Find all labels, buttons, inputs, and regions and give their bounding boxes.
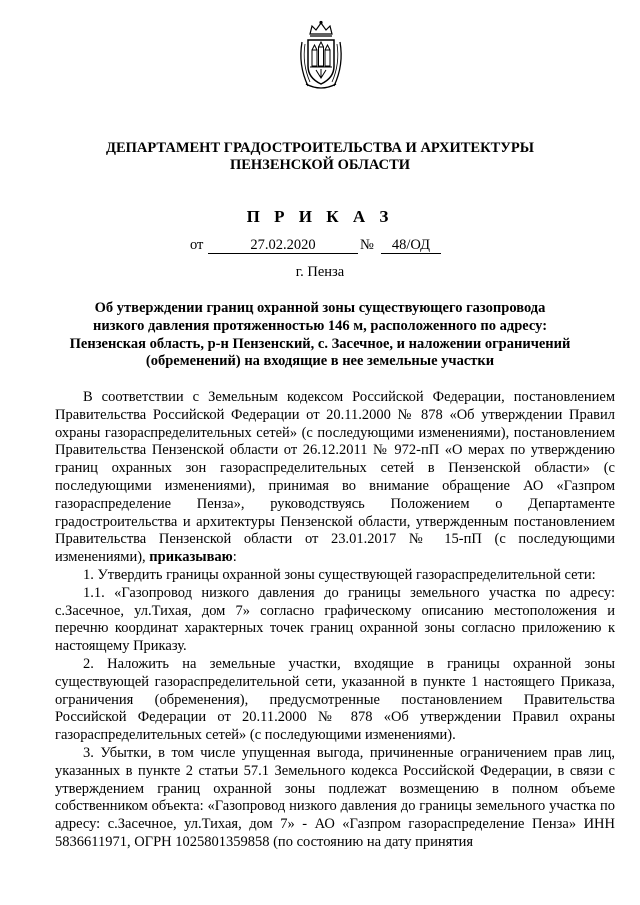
number-sign: №: [360, 237, 374, 253]
order-body: [55, 389, 615, 852]
intro-text: В соответствии с Земельным кодексом Российской Федерации, постановлением Правительства Российской Федерации от 20.11.2000 № 878 «Об утверждении Правил охраны газораспределительных сетей» (с последующими изменениями), постановлением Правительства Пензенской области от 26.12.2011 № 972-пП «О мерах по утверждению границ охранных зон газораспределительных сетей в Пензенской области» (с последующими изменениями), принимая во внимание обращение АО «Газпром газораспределение Пенза», руководствуясь Положением о Департаменте градостроительства и архитектуры Пензенской области, утвержденным постановлением Правительства Пензенской области от 23.01.2017 № 15-пП (с последующими изменениями),: [55, 389, 615, 566]
city: г. Пенза: [295, 264, 345, 280]
order-date-line: [0, 237, 640, 255]
item-1-1: 1.1. «Газопровод низкого давления до границы земельного участка по адресу: с.Засечное, ул.Тихая, дом 7» согласно графическому описанию местоположения и перечню координат характерных точек границ охранной зоны согласно приложению к настоящему Приказу.: [55, 584, 615, 655]
order-subject: [50, 300, 590, 371]
subject-line-3: Пензенская область, р-н Пензенский, с. Засечное, и наложении ограничений: [69, 335, 571, 352]
intro-paragraph: [55, 389, 615, 567]
item-1: 1. Утвердить границы охранной зоны существующей газораспределительной сети:: [83, 566, 596, 583]
item-3: 3. Убытки, в том числе упущенная выгода, причиненные ограничением прав лиц, указанных в пункте 2 статьи 57.1 Земельного кодекса Российской Федерации, в связи с утверждением границ охранной зоны подлежат возмещению в полном объеме собственником объекта: «Газопровод низкого давления до границы земельного участка по адресу: с.Засечное, ул.Тихая, дом 7» - АО «Газпром газораспределение Пенза» ИНН 5836611971, ОГРН 1025801359858 (по состоянию на дату принятия: [55, 744, 615, 850]
coat-of-arms-icon: [296, 20, 346, 92]
department-line-2: ПЕНЗЕНСКОЙ ОБЛАСТИ: [229, 157, 411, 173]
subject-line-2: низкого давления протяженностью 146 м, расположенного по адресу:: [92, 317, 548, 334]
department-name: [40, 140, 600, 174]
date-prefix: от: [190, 237, 204, 253]
department-line-1: ДЕПАРТАМЕНТ ГРАДОСТРОИТЕЛЬСТВА И АРХИТЕКТУРЫ: [105, 140, 535, 156]
order-title: П Р И К А З: [246, 207, 394, 226]
order-keyword: приказываю: [149, 549, 233, 566]
intro-end: :: [232, 549, 237, 566]
order-number: 48/ОД: [381, 237, 441, 254]
subject-line-4: (обременений) на входящие в нее земельные участки: [145, 353, 495, 370]
order-date: 27.02.2020: [208, 237, 358, 254]
item-2: 2. Наложить на земельные участки, входящие в границы охранной зоны существующей газораспределительной сети, указанной в пункте 1 настоящего Приказа, ограничения (обременения), предусмотренные постановлением Правительства Российской Федерации от 20.11.2000 № 878 «Об утверждении Правил охраны газораспределительных сетей» (с последующими изменениями).: [55, 655, 615, 744]
subject-line-1: Об утверждении границ охранной зоны существующего газопровода: [94, 300, 546, 316]
